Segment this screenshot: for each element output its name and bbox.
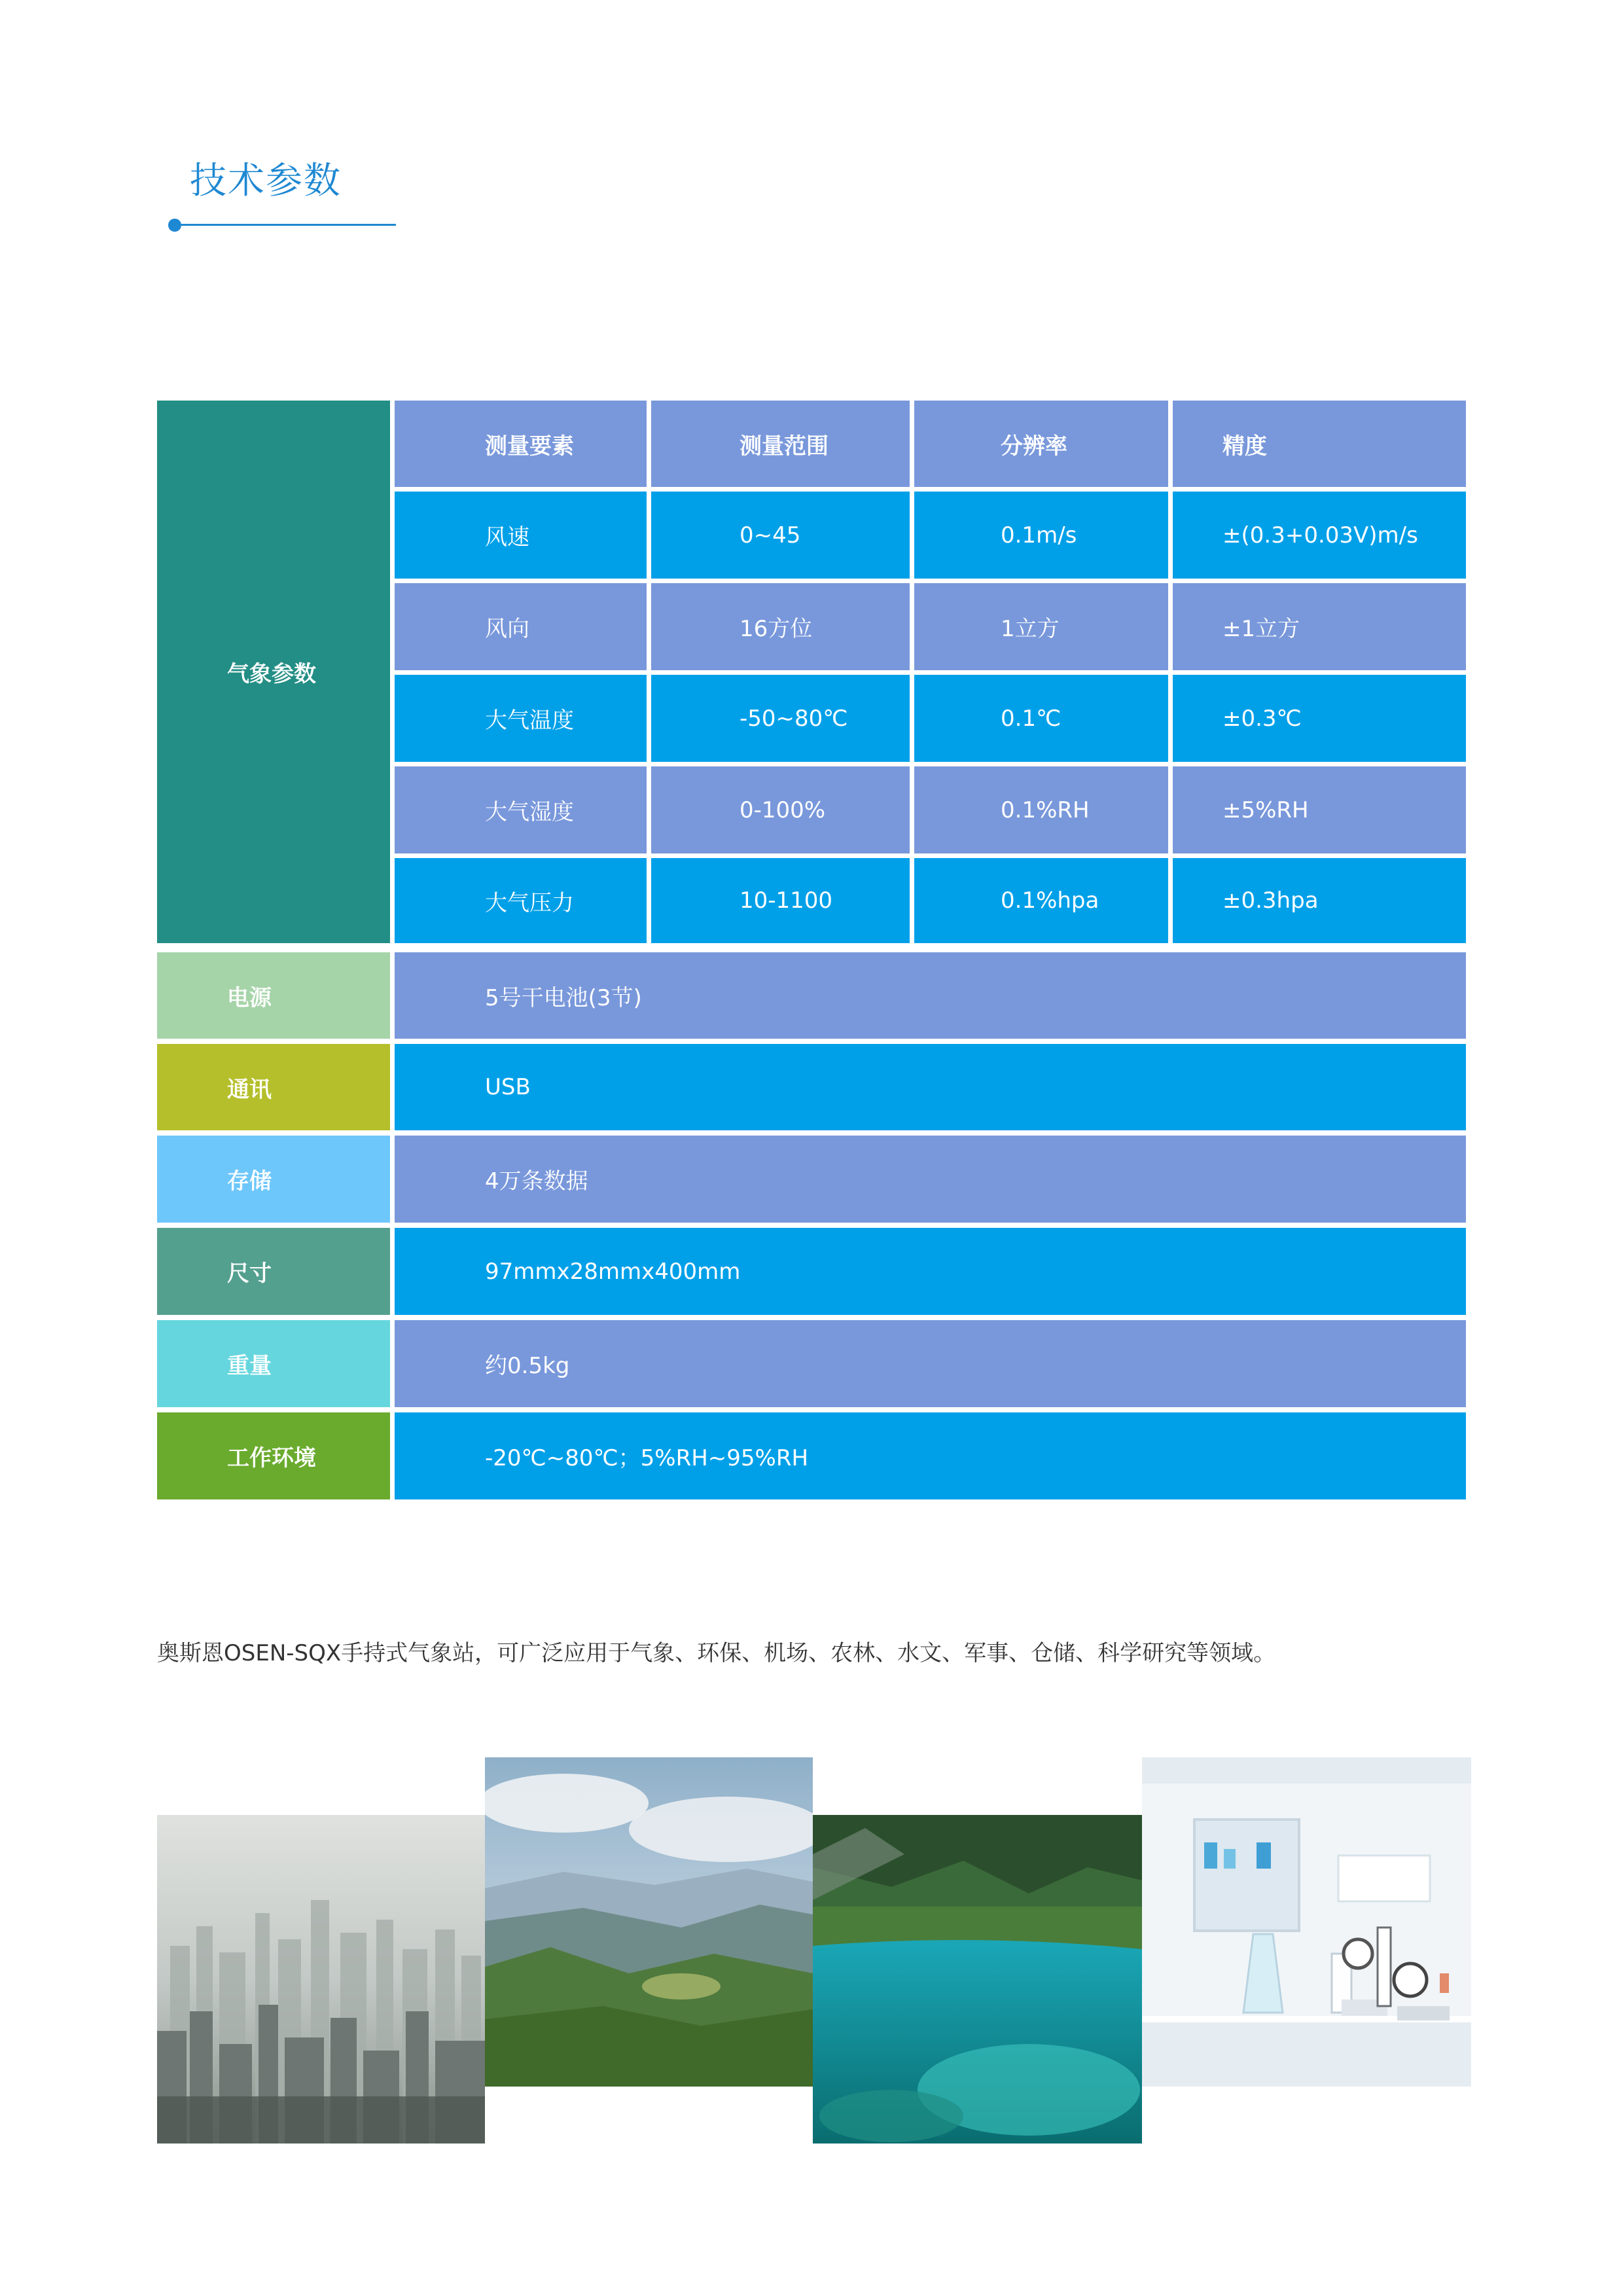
weather-row-element: 大气压力 xyxy=(395,858,647,943)
header-cell-element: 测量要素 xyxy=(395,401,647,487)
weather-row-resolution: 0.1%RH xyxy=(914,766,1168,853)
header-cell-accuracy: 精度 xyxy=(1173,401,1466,487)
weather-row-range: 16方位 xyxy=(651,583,910,670)
spec-label-storage: 存储 xyxy=(157,1136,390,1223)
spec-label-environment: 工作环境 xyxy=(157,1412,390,1499)
spec-value-dimensions: 97mmx28mmx400mm xyxy=(395,1228,1466,1315)
spec-value-communication: USB xyxy=(395,1044,1466,1130)
weather-row-resolution: 1立方 xyxy=(914,583,1168,670)
weather-row-accuracy: ±1立方 xyxy=(1173,583,1466,670)
spec-label-weight: 重量 xyxy=(157,1320,390,1407)
weather-row-accuracy: ±(0.3+0.03V)m/s xyxy=(1173,492,1466,579)
spec-value-environment: -20℃~80℃；5%RH~95%RH xyxy=(395,1412,1466,1499)
weather-label xyxy=(157,401,390,943)
weather-label-text: 气象参数 xyxy=(227,661,316,687)
weather-row-range: -50~80℃ xyxy=(651,675,910,762)
smoggy-city-photo xyxy=(157,1815,485,2144)
green-valley-photo xyxy=(485,1757,813,2087)
weather-row-range: 0~45 xyxy=(651,492,910,579)
weather-row-resolution: 0.1℃ xyxy=(914,675,1168,762)
laboratory-photo xyxy=(1142,1757,1471,2087)
page-title: 技术参数 xyxy=(190,160,342,202)
weather-row-element: 大气温度 xyxy=(395,675,647,762)
spec-label-communication: 通讯 xyxy=(157,1044,390,1130)
spec-value-weight: 约0.5kg xyxy=(395,1320,1466,1407)
spec-label-dimensions: 尺寸 xyxy=(157,1228,390,1315)
spec-value-storage: 4万条数据 xyxy=(395,1136,1466,1223)
turquoise-lake-photo xyxy=(813,1815,1142,2144)
weather-row-accuracy: ±0.3℃ xyxy=(1173,675,1466,762)
spec-value-power: 5号干电池(3节) xyxy=(395,952,1466,1039)
weather-row-accuracy: ±5%RH xyxy=(1173,766,1466,853)
application-description: 奥斯恩OSEN-SQX手持式气象站，可广泛应用于气象、环保、机场、农林、水文、军事、仓储、科学研究等领域。 xyxy=(157,1640,1276,1666)
weather-row-resolution: 0.1m/s xyxy=(914,492,1168,579)
weather-row-range: 0-100% xyxy=(651,766,910,853)
spec-label-power: 电源 xyxy=(157,952,390,1039)
weather-row-resolution: 0.1%hpa xyxy=(914,858,1168,943)
weather-row-element: 风向 xyxy=(395,583,647,670)
header-cell-range: 测量范围 xyxy=(651,401,910,487)
weather-row-range: 10-1100 xyxy=(651,858,910,943)
weather-row-accuracy: ±0.3hpa xyxy=(1173,858,1466,943)
weather-row-element: 大气湿度 xyxy=(395,766,647,853)
weather-row-element: 风速 xyxy=(395,492,647,579)
title-underline xyxy=(177,224,396,226)
header-cell-resolution: 分辨率 xyxy=(914,401,1168,487)
